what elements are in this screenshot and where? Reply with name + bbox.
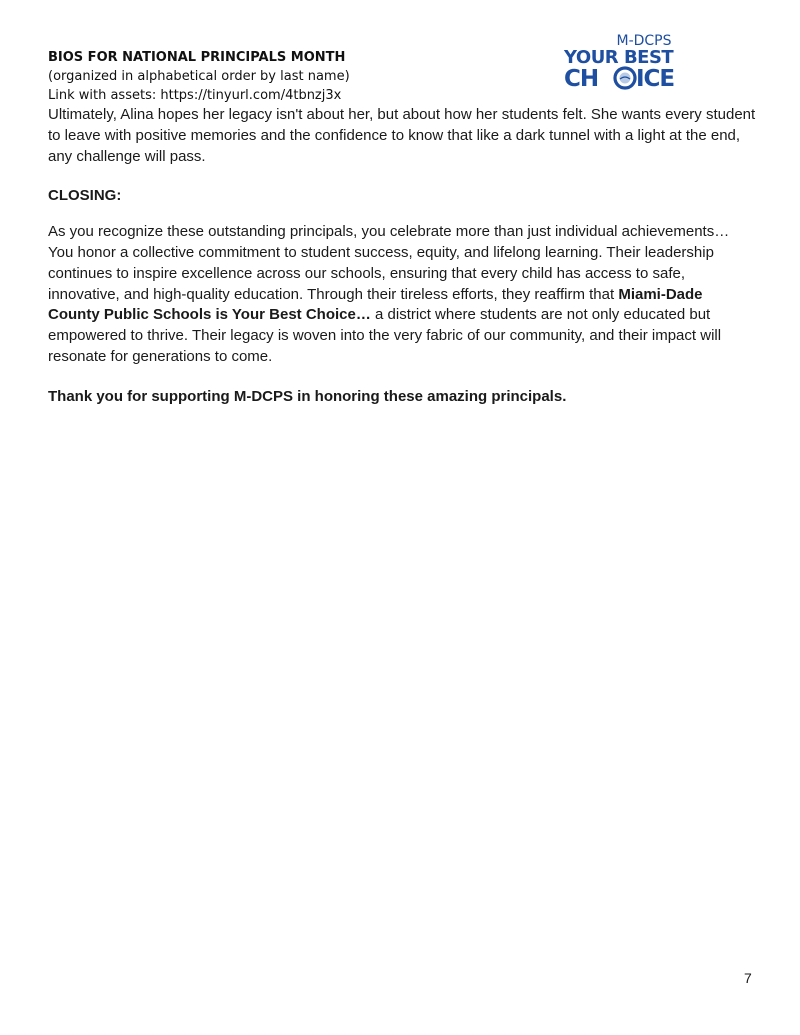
header-subtitle: (organized in alphabetical order by last name) bbox=[48, 69, 350, 84]
logo-line2a-text: CH bbox=[564, 66, 599, 90]
document-body bbox=[48, 105, 758, 423]
document-header bbox=[48, 48, 350, 105]
closing-paragraph bbox=[48, 222, 758, 368]
continued-paragraph: Ultimately, Alina hopes her legacy isn't about her, but about how her students felt. She wants every student to leave with positive memories and the confidence to know that like a dark tunnel with a light at the end, any challenge will pass. bbox=[48, 106, 756, 165]
header-link[interactable]: Link with assets: https://tinyurl.com/4tbnzj3x bbox=[48, 88, 342, 103]
page-number: 7 bbox=[744, 970, 752, 986]
logo-seal-icon bbox=[615, 68, 635, 88]
thanks-line: Thank you for supporting M-DCPS in honoring these amazing principals. bbox=[48, 387, 567, 405]
logo-top-text: M-DCPS bbox=[616, 33, 672, 49]
closing-text-part1: As you recognize these outstanding principals, you celebrate more than just individual achievements… You honor a collective commitment to student success, equity, and lifelong learning. Their leadership continues to inspire excellence across our schools, ensuring that every child has access to safe, innovative, and high-quality education. Through their tireless efforts, they reaffirm that bbox=[48, 223, 730, 303]
logo-line1-text: YOUR BEST bbox=[564, 47, 674, 68]
closing-bold-text: Miami-Dade County Public Schools is Your Best Choice… bbox=[48, 285, 703, 324]
header-title: BIOS FOR NATIONAL PRINCIPALS MONTH bbox=[48, 50, 346, 65]
mdcps-logo bbox=[562, 30, 682, 90]
closing-heading: CLOSING: bbox=[48, 187, 122, 205]
closing-text-part2: a district where students are not only educated but empowered to thrive. Their legacy is woven into the very fabric of our community, and their impact will resonate for generations to come. bbox=[48, 306, 722, 365]
logo-line2b-text: ICE bbox=[636, 66, 675, 90]
